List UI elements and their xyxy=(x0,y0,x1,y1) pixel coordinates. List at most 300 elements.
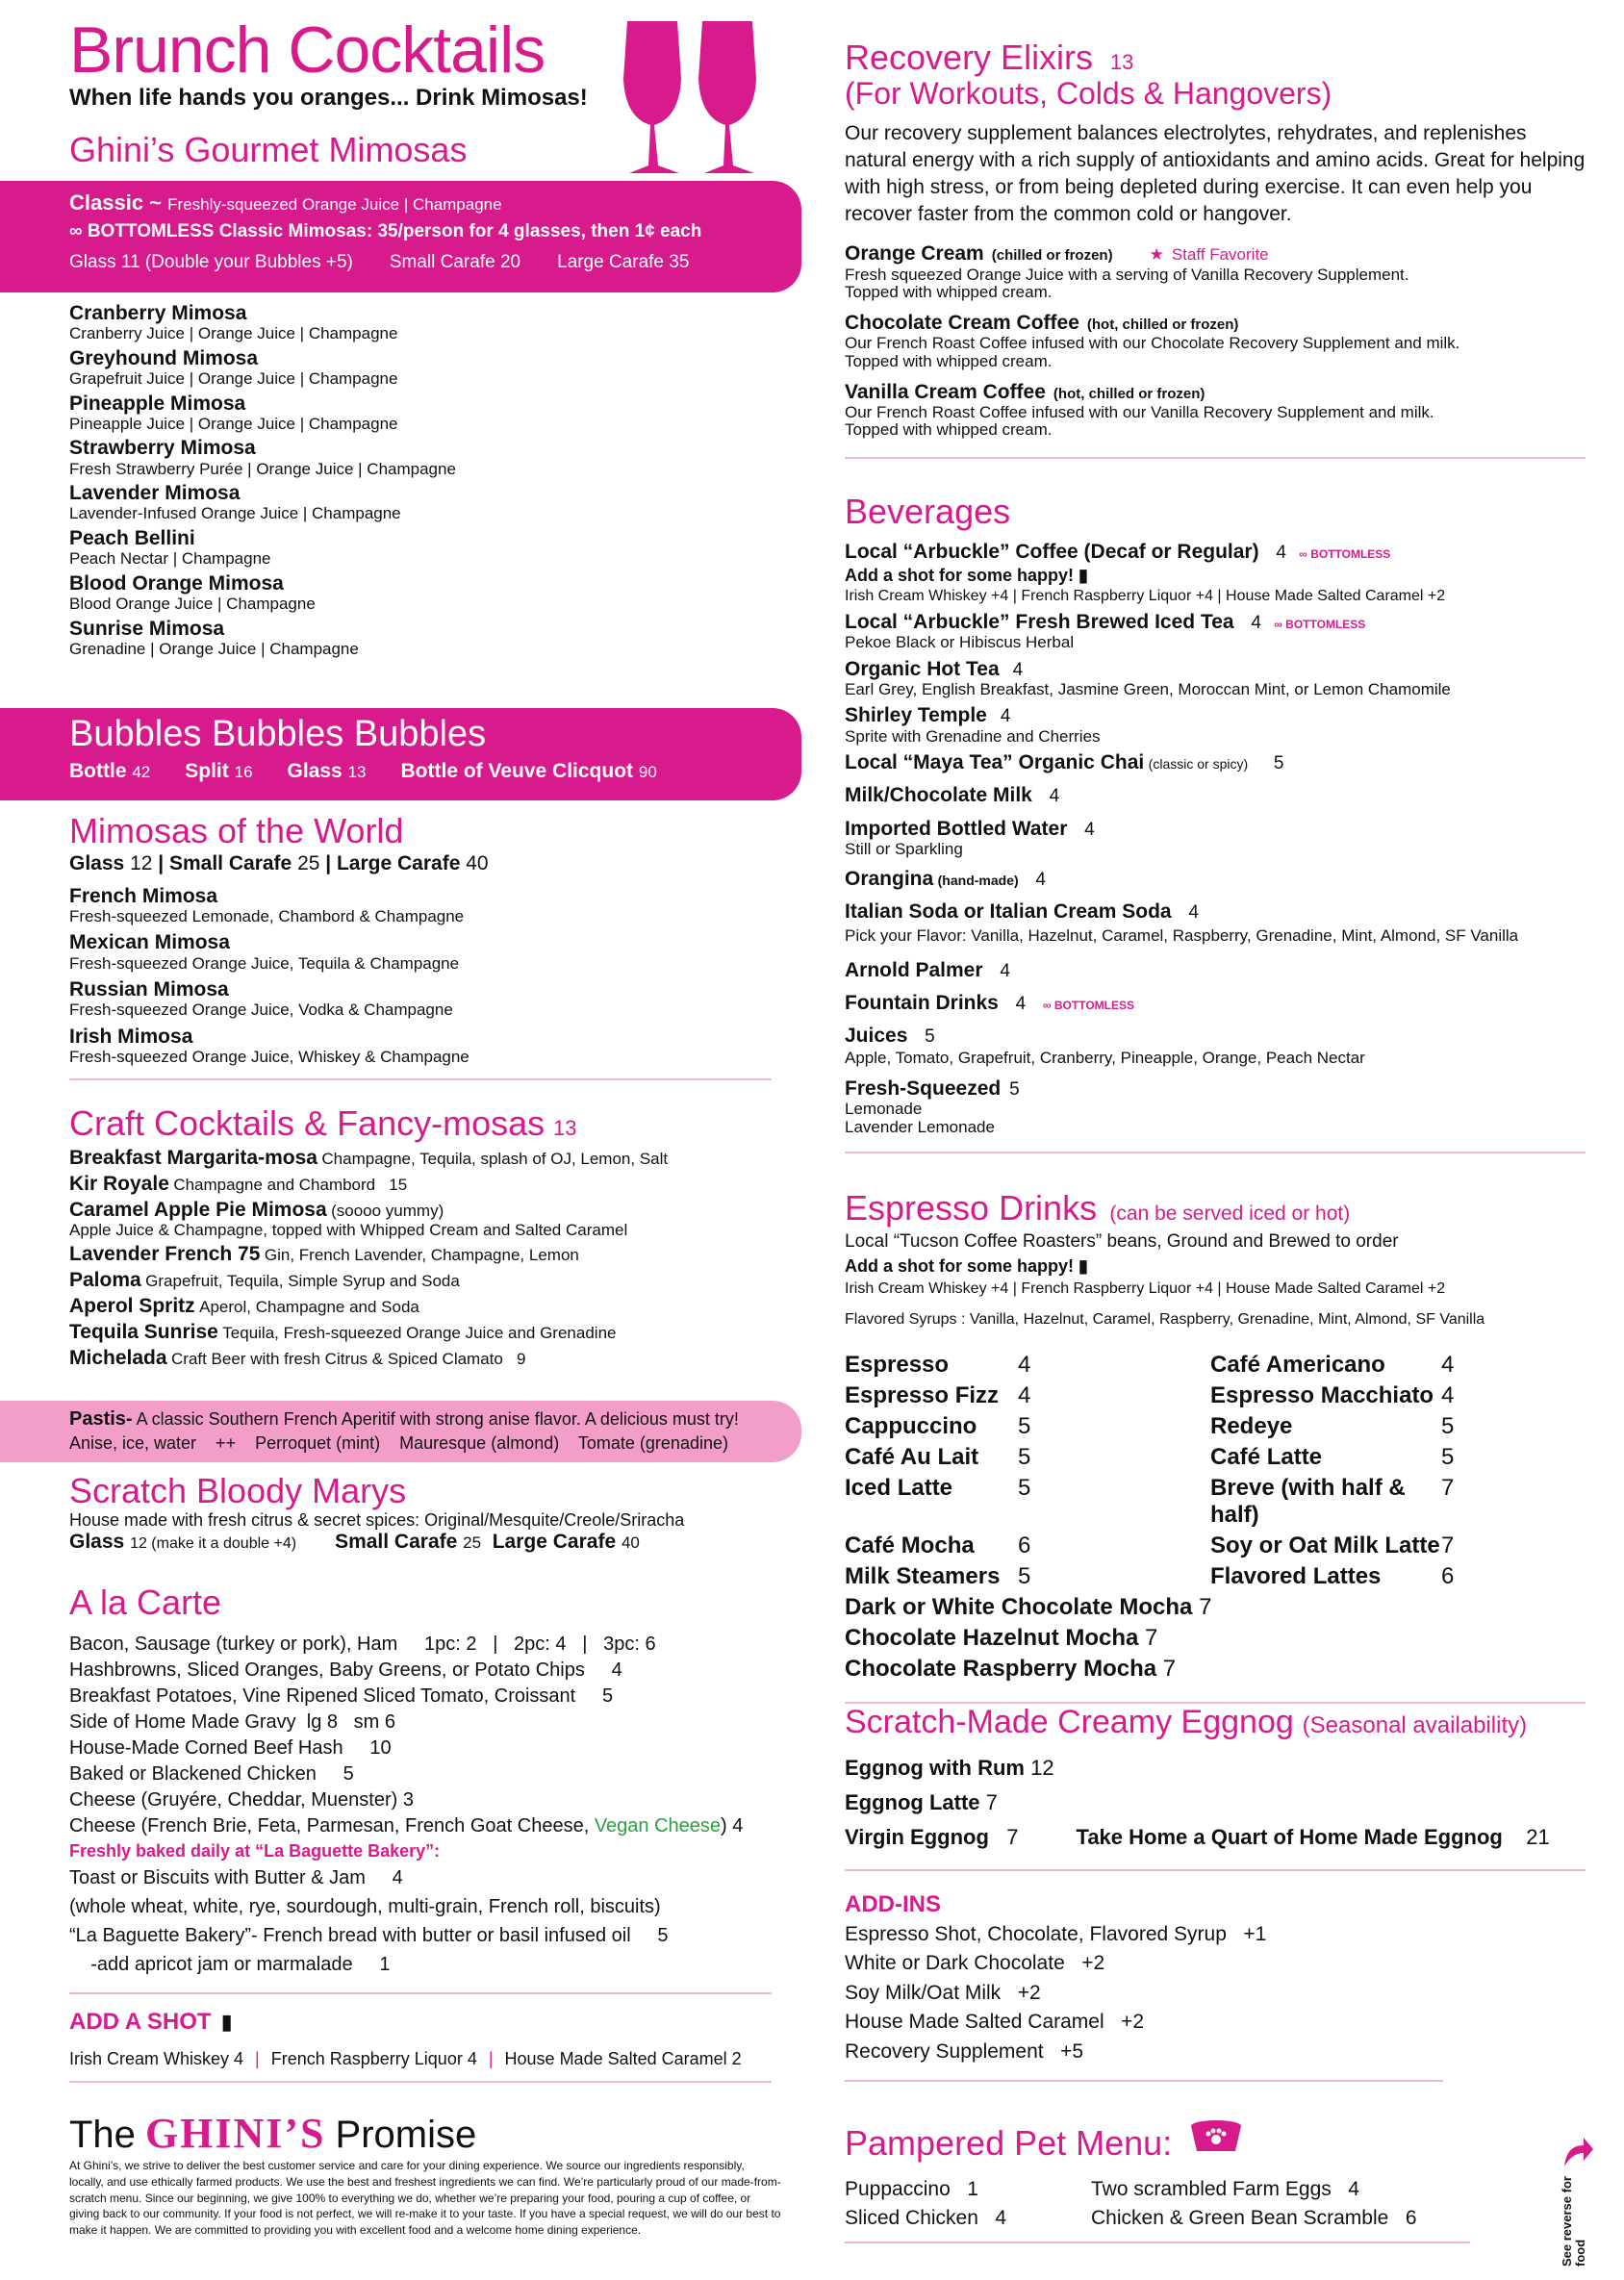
bubbles-veuve: Bottle of Veuve Clicquot xyxy=(400,760,634,782)
page-subtitle: When life hands you oranges... Drink Mimosas! xyxy=(69,85,588,111)
world-desc: Fresh-squeezed Orange Juice, Vodka & Champagne xyxy=(69,1001,453,1020)
elixir-row xyxy=(845,312,1586,335)
header xyxy=(69,13,588,112)
shot-glass-icon: ▮ xyxy=(1078,1255,1088,1276)
espresso-more-item xyxy=(845,1594,1586,1621)
mimosa-name: Pineapple Mimosa xyxy=(69,392,246,415)
mimosa-item xyxy=(69,618,762,659)
bloody-large: Large Carafe xyxy=(492,1530,617,1553)
water-name: Imported Bottled Water xyxy=(845,817,1068,840)
craft-desc: Grapefruit, Tequila, Simple Syrup and Soda xyxy=(145,1271,460,1290)
carte-item: -add apricot jam or marmalade 1 xyxy=(69,1953,391,1975)
espresso-price: 5 xyxy=(1441,1412,1455,1439)
cheese-line-text: Cheese (French Brie, Feta, Parmesan, French Goat Cheese, xyxy=(69,1814,595,1837)
carte-item: Breakfast Potatoes, Vine Ripened Sliced Tomato, Croissant 5 xyxy=(69,1685,614,1707)
water-price: 4 xyxy=(1084,819,1095,840)
pastis-options: Anise, ice, water ++ Perroquet (mint) Mauresque (almond) Tomate (grenadine) xyxy=(69,1433,728,1453)
espresso-more-name: Dark or White Chocolate Mocha xyxy=(845,1593,1193,1620)
divider xyxy=(845,1152,1586,1153)
mimosa-desc: Blood Orange Juice | Champagne xyxy=(69,595,316,614)
arnold-name: Arnold Palmer xyxy=(845,958,983,981)
coffee-shots: Irish Cream Whiskey +4 | French Raspberry Liquor +4 | House Made Salted Caramel +2 xyxy=(845,587,1446,604)
craft-name: Lavender French 75 xyxy=(69,1242,261,1265)
orangina-price: 4 xyxy=(1035,870,1046,891)
espresso-price: 4 xyxy=(1018,1381,1031,1408)
shot-happy: Add a shot for some happy! xyxy=(845,1255,1075,1276)
craft-list xyxy=(69,1147,772,1371)
craft-name: Tequila Sunrise xyxy=(69,1321,218,1344)
craft-name: Aperol Spritz xyxy=(69,1294,195,1317)
espresso-more xyxy=(845,1594,1586,1683)
arrow-icon xyxy=(1561,2136,1595,2170)
elixir-list xyxy=(845,242,1586,440)
bloody-large-price: 40 xyxy=(621,1533,640,1552)
espresso-section xyxy=(845,1189,1586,1704)
carte-section xyxy=(69,1583,772,1994)
craft-name: Kir Royale xyxy=(69,1172,169,1195)
elixir-desc: Our French Roast Coffee infused with our Chocolate Recovery Supplement and milk. xyxy=(845,334,1460,353)
espresso-more-price: 7 xyxy=(1199,1593,1212,1620)
espresso-price: 5 xyxy=(1018,1474,1031,1501)
eggnog-list xyxy=(845,1756,1586,1815)
mimosa-desc: Peach Nectar | Champagne xyxy=(69,549,271,569)
craft-item xyxy=(69,1147,772,1170)
espresso-more-item xyxy=(845,1625,1586,1652)
espresso-more-price: 7 xyxy=(1145,1624,1158,1651)
espresso-name: Breve (with half & half) xyxy=(1210,1474,1406,1528)
world-glass: Glass xyxy=(69,851,125,874)
eggnog-price: 7 xyxy=(985,1790,998,1815)
addins-list xyxy=(845,1920,1586,2066)
world-item xyxy=(69,978,772,1020)
carte-item: Toast or Biscuits with Butter & Jam 4 xyxy=(69,1866,403,1888)
bubbles-split-price: 16 xyxy=(234,763,253,781)
espresso-price: 7 xyxy=(1441,1532,1455,1558)
fountain-name: Fountain Drinks xyxy=(845,991,999,1014)
craft-desc: Gin, French Lavender, Champagne, Lemon xyxy=(264,1245,579,1264)
soda-name: Italian Soda or Italian Cream Soda xyxy=(845,900,1172,924)
carte-item: Hashbrowns, Sliced Oranges, Baby Greens, or Potato Chips 4 xyxy=(69,1659,622,1681)
divider xyxy=(69,2081,772,2083)
craft-row xyxy=(69,1321,772,1344)
espresso-name: Cappuccino xyxy=(845,1412,977,1439)
wine-glasses-icon xyxy=(608,12,772,183)
espresso-price: 5 xyxy=(1018,1412,1031,1439)
craft-item xyxy=(69,1199,772,1240)
bottomless-line: BOTTOMLESS Classic Mimosas: 35/person for 4 glasses, then 1¢ each xyxy=(87,221,702,241)
staff-favorite-badge: Staff Favorite xyxy=(1171,245,1269,265)
bev-name: Shirley Temple xyxy=(845,704,987,727)
world-title: Mimosas of the World xyxy=(69,811,404,850)
bubbles-band xyxy=(0,708,801,800)
eggnog-price: 12 xyxy=(1030,1756,1054,1781)
espresso-title: Espresso Drinks xyxy=(845,1188,1098,1228)
coffee-name: Local “Arbuckle” Coffee (Decaf or Regular) xyxy=(845,540,1259,563)
world-desc: Fresh-squeezed Orange Juice, Tequila & Champagne xyxy=(69,953,460,973)
espresso-name: Café Mocha xyxy=(845,1532,975,1558)
bloody-small-price: 25 xyxy=(463,1533,482,1552)
tea-desc: Pekoe Black or Hibiscus Herbal xyxy=(845,632,1075,651)
craft-price: 13 xyxy=(553,1116,577,1140)
bubbles-veuve-price: 90 xyxy=(638,763,657,781)
fresh-name: Fresh-Squeezed xyxy=(845,1077,1002,1100)
mimosa-desc: Grenadine | Orange Juice | Champagne xyxy=(69,639,359,658)
elixir-row xyxy=(845,381,1586,404)
world-name: French Mimosa xyxy=(69,884,218,907)
addin-item: Espresso Shot, Chocolate, Flavored Syrup +1 xyxy=(845,1923,1267,1945)
large-carafe-price: Large Carafe 35 xyxy=(557,252,690,272)
espresso-name: Soy or Oat Milk Latte xyxy=(1210,1532,1440,1558)
espresso-price: 6 xyxy=(1018,1532,1031,1558)
eggnog-item xyxy=(845,1790,1586,1815)
bubbles-title: Bubbles Bubbles Bubbles xyxy=(69,714,487,754)
elixir-note: (hot, chilled or frozen) xyxy=(1086,316,1239,333)
espresso-price: 7 xyxy=(1441,1474,1455,1501)
craft-desc: Champagne and Chambord 15 xyxy=(173,1175,408,1194)
cheese-line-price: ) 4 xyxy=(721,1814,744,1837)
carte-item: Side of Home Made Gravy lg 8 sm 6 xyxy=(69,1710,396,1733)
bev-list xyxy=(845,658,1586,747)
chai-name: Local “Maya Tea” Organic Chai xyxy=(845,751,1145,774)
soda-price: 4 xyxy=(1188,902,1199,924)
world-section: Mimosas of the World Glass 12 | Small Carafe 25 | Large Carafe 40 French Mimosa Fresh-squeezed Lemonade, Chambord & Champagne Mexican Mimosa Fresh-squeezed Orange Juice, Tequila & Champagne Russian Mimosa Fresh-squeezed Orange Juice, Vodka & Champagne Irish Mimosa Fresh-squeezed Orange Juice, Whiskey & Champagne xyxy=(69,812,772,1080)
world-name: Russian Mimosa xyxy=(69,978,229,1001)
tea-name: Local “Arbuckle” Fresh Brewed Iced Tea xyxy=(845,610,1234,633)
elixir-name: Orange Cream xyxy=(845,242,984,266)
mimosa-list xyxy=(69,302,762,663)
espresso-price: 6 xyxy=(1441,1562,1455,1589)
mimosa-item xyxy=(69,572,762,614)
milk-price: 4 xyxy=(1049,786,1060,807)
bev-row xyxy=(845,704,1586,727)
elixir-price: 13 xyxy=(1109,50,1134,74)
elixir-desc2: Topped with whipped cream. xyxy=(845,283,1053,302)
elixir-desc2: Topped with whipped cream. xyxy=(845,351,1053,370)
world-desc: Fresh-squeezed Lemonade, Chambord & Champagne xyxy=(69,906,465,925)
carte-item: “La Baguette Bakery”- French bread with butter or basil infused oil 5 xyxy=(69,1924,669,1946)
craft-section xyxy=(69,1104,772,1373)
espresso-name: Espresso xyxy=(845,1351,950,1378)
carte2-list xyxy=(69,1863,772,1979)
caramel-sub: Apple Juice & Champagne, topped with Whipped Cream and Salted Caramel xyxy=(69,1221,628,1240)
bloody-glass-price: 12 (make it a double +4) xyxy=(130,1534,297,1552)
chai-note: (classic or spicy) xyxy=(1148,756,1249,773)
bev-item xyxy=(845,704,1586,746)
mimosa-name: Sunrise Mimosa xyxy=(69,617,225,640)
mimosa-desc: Pineapple Juice | Orange Juice | Champagne xyxy=(69,414,398,433)
shot-item: House Made Salted Caramel 2 xyxy=(504,2049,742,2068)
addins-title: ADD-INS xyxy=(845,1891,941,1917)
craft-item xyxy=(69,1295,772,1318)
elixir-title: Recovery Elixirs xyxy=(845,38,1094,77)
divider xyxy=(69,1078,772,1080)
pet-list xyxy=(845,2178,1586,2230)
world-small-price: 25 xyxy=(297,851,320,874)
eggnog-name: Eggnog Latte xyxy=(845,1790,980,1815)
orangina-name: Orangina xyxy=(845,868,934,891)
craft-row xyxy=(69,1173,772,1196)
elixir-item xyxy=(845,381,1586,441)
mimosa-name: Strawberry Mimosa xyxy=(69,437,256,460)
craft-item xyxy=(69,1347,772,1370)
mimosa-desc: Lavender-Infused Orange Juice | Champagne xyxy=(69,504,401,523)
pet-section xyxy=(845,2113,1586,2243)
carte-list xyxy=(69,1632,772,1813)
craft-name: Caramel Apple Pie Mimosa xyxy=(69,1198,327,1221)
bottomless-badge: ∞ BOTTOMLESS xyxy=(1042,998,1134,1012)
mimosa-desc: Cranberry Juice | Orange Juice | Champagne xyxy=(69,324,398,343)
elixir-name: Vanilla Cream Coffee xyxy=(845,380,1046,403)
see-reverse-note[interactable] xyxy=(1561,2136,1599,2270)
bottomless-label: BOTTOMLESS xyxy=(1310,546,1391,561)
beverages-title: Beverages xyxy=(845,492,1011,531)
carte-item: Bacon, Sausage (turkey or pork), Ham 1pc: 2 | 2pc: 4 | 3pc: 6 xyxy=(69,1633,656,1655)
bev-price: 4 xyxy=(1012,659,1024,680)
world-item xyxy=(69,1026,772,1067)
mimosa-name: Cranberry Mimosa xyxy=(69,302,247,324)
classic-desc: Freshly-squeezed Orange Juice | Champagne xyxy=(167,195,502,214)
espresso-note: (can be served iced or hot) xyxy=(1109,1203,1351,1225)
mimosa-item xyxy=(69,482,762,523)
page-title: Brunch Cocktails xyxy=(69,13,546,87)
espresso-grid xyxy=(845,1352,1586,1590)
pastis-desc: A classic Southern French Aperitif with strong anise flavor. A delicious must try! xyxy=(136,1409,739,1429)
addin-item: House Made Salted Caramel +2 xyxy=(845,2011,1145,2034)
craft-name: Paloma xyxy=(69,1268,141,1291)
water-desc: Still or Sparkling xyxy=(845,839,963,858)
beverages-section xyxy=(845,493,1586,1153)
mimosa-name: Greyhound Mimosa xyxy=(69,346,259,369)
arnold-price: 4 xyxy=(1000,960,1010,981)
bloody-desc: House made with fresh citrus & secret spices: Original/Mesquite/Creole/Sriracha xyxy=(69,1509,685,1530)
gourmet-mimosas-title: Ghini’s Gourmet Mimosas xyxy=(69,130,468,169)
craft-desc: Aperol, Champagne and Soda xyxy=(199,1297,419,1316)
espresso-price: 5 xyxy=(1441,1443,1455,1470)
espresso-price: 5 xyxy=(1018,1443,1031,1470)
pet-item-name: Puppaccino xyxy=(845,2177,951,2200)
shot-item: Irish Cream Whiskey 4 xyxy=(69,2049,244,2068)
elixir-desc: Our recovery supplement balances electrolytes, rehydrates, and replenishes natural energy with a rich supply of antioxidants and amino acids. Great for helping with high stress, or from being depleted during exercise. It can even help you recover faster from the common cold or hangover. xyxy=(845,121,1586,225)
carte-item: Cheese (Gruyére, Cheddar, Muenster) 3 xyxy=(69,1788,414,1811)
espresso-syrups: Flavored Syrups : Vanilla, Hazelnut, Caramel, Raspberry, Grenadine, Mint, Almond, SF Vanilla xyxy=(845,1310,1485,1328)
juices-desc: Apple, Tomato, Grapefruit, Cranberry, Pineapple, Orange, Peach Nectar xyxy=(845,1049,1365,1068)
elixir-note: (chilled or frozen) xyxy=(991,247,1113,265)
shot-glass-icon: ▮ xyxy=(1078,565,1088,585)
pet-item-name: Sliced Chicken xyxy=(845,2206,978,2229)
craft-row xyxy=(69,1347,772,1370)
mimosa-name: Lavender Mimosa xyxy=(69,482,241,505)
craft-desc: Champagne, Tequila, splash of OJ, Lemon, Salt xyxy=(321,1149,669,1168)
bev-price: 4 xyxy=(1000,706,1011,727)
shot-list: Irish Cream Whiskey 4 | French Raspberry Liquor 4 | House Made Salted Caramel 2 xyxy=(69,2049,742,2068)
mimosa-item xyxy=(69,393,762,434)
bloody-glass: Glass xyxy=(69,1530,125,1553)
small-carafe-price: Small Carafe 20 xyxy=(389,252,521,272)
addins-section xyxy=(845,1891,1586,2082)
bloody-title: Scratch Bloody Marys xyxy=(69,1471,407,1510)
promise-brand: GHINI’S xyxy=(144,2110,326,2157)
carte-item: Baked or Blackened Chicken 5 xyxy=(69,1762,354,1785)
espresso-price: 4 xyxy=(1018,1351,1031,1378)
craft-item xyxy=(69,1321,772,1344)
elixir-item xyxy=(845,312,1586,371)
bev-item xyxy=(845,658,1586,699)
promise-word: Promise xyxy=(335,2114,477,2156)
bev-name: Organic Hot Tea xyxy=(845,657,1000,680)
bottomless-label: BOTTOMLESS xyxy=(1285,617,1366,631)
mimosa-item xyxy=(69,527,762,569)
infinity-icon: ∞ xyxy=(69,221,83,241)
craft-title: Craft Cocktails & Fancy-mosas xyxy=(69,1103,546,1143)
quart-name: Take Home a Quart of Home Made Eggnog xyxy=(1076,1825,1503,1850)
world-item xyxy=(69,931,772,973)
craft-row xyxy=(69,1243,772,1266)
world-glass-price: 12 xyxy=(130,851,153,874)
world-desc: Fresh-squeezed Orange Juice, Whiskey & Champagne xyxy=(69,1048,469,1067)
juices-name: Juices xyxy=(845,1024,908,1047)
elixir-note: (hot, chilled or frozen) xyxy=(1053,385,1205,402)
bottomless-label: BOTTOMLESS xyxy=(1053,998,1134,1012)
promise-section xyxy=(69,2109,781,2239)
quart-price: 21 xyxy=(1526,1825,1550,1850)
divider xyxy=(845,1869,1586,1871)
promise-the: The xyxy=(69,2114,136,2156)
elixir-desc: Our French Roast Coffee infused with our Vanilla Recovery Supplement and milk. xyxy=(845,402,1434,421)
craft-name: Michelada xyxy=(69,1347,167,1370)
espresso-shots: Irish Cream Whiskey +4 | French Raspberry Liquor +4 | House Made Salted Caramel +2 xyxy=(845,1279,1446,1297)
add-shot-title: ADD A SHOT xyxy=(69,2009,212,2035)
virgin-price: 7 xyxy=(1006,1825,1019,1850)
elixir-row xyxy=(845,242,1586,266)
see-reverse-text: See reverse for food xyxy=(1560,2176,1588,2267)
bloody-section xyxy=(69,1472,772,1554)
mimosa-item xyxy=(69,302,762,343)
espresso-price: 4 xyxy=(1441,1381,1455,1408)
classic-mimosa-band xyxy=(0,181,801,292)
elixir-section xyxy=(845,38,1586,459)
cheese-line xyxy=(69,1813,772,1839)
shot-glass-icon: ▮ xyxy=(220,2010,233,2034)
fresh-lemonade: Lemonade xyxy=(845,1099,923,1118)
espresso-price: 5 xyxy=(1018,1562,1031,1589)
pet-item-price: 6 xyxy=(1405,2206,1417,2229)
pet-item-price: 4 xyxy=(995,2206,1007,2229)
espresso-name: Café Americano xyxy=(1210,1351,1385,1378)
fountain-price: 4 xyxy=(1015,993,1027,1014)
shot-item: French Raspberry Liquor 4 xyxy=(270,2049,477,2068)
eggnog-name: Eggnog with Rum xyxy=(845,1756,1025,1781)
fresh-price: 5 xyxy=(1009,1078,1020,1100)
world-list xyxy=(69,885,772,1067)
classic-label: Classic ~ xyxy=(69,190,163,215)
craft-row xyxy=(69,1269,772,1292)
mimosa-name: Blood Orange Mimosa xyxy=(69,571,284,595)
espresso-name: Iced Latte xyxy=(845,1474,953,1501)
milk-name: Milk/Chocolate Milk xyxy=(845,784,1032,807)
craft-row xyxy=(69,1199,772,1222)
eggnog-section xyxy=(845,1705,1586,1871)
divider xyxy=(69,1992,772,1994)
pet-item-name: Chicken & Green Bean Scramble xyxy=(1091,2206,1389,2229)
bev-row xyxy=(845,658,1586,681)
craft-desc: (soooo yummy) xyxy=(331,1201,444,1220)
world-item xyxy=(69,885,772,926)
eggnog-item xyxy=(845,1756,1586,1781)
espresso-name: Café Latte xyxy=(1210,1443,1323,1470)
mimosa-item xyxy=(69,347,762,389)
mimosa-name: Peach Bellini xyxy=(69,527,195,550)
espresso-local: Local “Tucson Coffee Roasters” beans, Ground and Brewed to order xyxy=(845,1230,1399,1252)
craft-row xyxy=(69,1147,772,1170)
coffee-price: 4 xyxy=(1276,542,1286,563)
espresso-price: 4 xyxy=(1441,1351,1455,1378)
world-large: Large Carafe xyxy=(336,851,461,874)
pet-item-price: 1 xyxy=(967,2177,978,2200)
addin-item: Recovery Supplement +5 xyxy=(845,2039,1084,2063)
craft-name: Breakfast Margarita-mosa xyxy=(69,1146,317,1169)
pastis-band xyxy=(0,1401,801,1462)
divider xyxy=(845,2080,1443,2082)
craft-desc: Tequila, Fresh-squeezed Orange Juice and Grenadine xyxy=(222,1324,617,1343)
virgin-name: Virgin Eggnog xyxy=(845,1825,989,1850)
bubbles-bottle-price: 42 xyxy=(132,763,151,781)
bloody-small: Small Carafe xyxy=(335,1530,458,1553)
pastis-name: Pastis- xyxy=(69,1408,133,1430)
espresso-name: Flavored Lattes xyxy=(1210,1562,1382,1589)
pet-item-price: 4 xyxy=(1348,2177,1359,2200)
elixir-subtitle: (For Workouts, Colds & Hangovers) xyxy=(845,75,1332,111)
bubbles-bottle: Bottle xyxy=(69,760,127,782)
espresso-name: Café Au Lait xyxy=(845,1443,979,1470)
craft-item xyxy=(69,1269,772,1292)
staff-favorite-icon: ★ xyxy=(1149,245,1164,265)
world-name: Irish Mimosa xyxy=(69,1026,193,1049)
pet-item-name: Two scrambled Farm Eggs xyxy=(1091,2177,1332,2200)
espresso-more-name: Chocolate Raspberry Mocha xyxy=(845,1655,1157,1682)
addin-item: White or Dark Chocolate +2 xyxy=(845,1952,1105,1975)
world-name: Mexican Mimosa xyxy=(69,931,230,954)
espresso-name: Milk Steamers xyxy=(845,1562,1001,1589)
eggnog-note: (Seasonal availability) xyxy=(1302,1712,1528,1738)
bubbles-glass: Glass xyxy=(287,760,343,782)
craft-item xyxy=(69,1243,772,1266)
bev-desc: Earl Grey, English Breakfast, Jasmine Green, Moroccan Mint, or Lemon Chamomile xyxy=(845,679,1451,698)
elixir-desc: Fresh squeezed Orange Juice with a serving of Vanilla Recovery Supplement. xyxy=(845,265,1409,284)
divider xyxy=(845,2242,1470,2243)
tea-price: 4 xyxy=(1251,612,1261,633)
espresso-name: Redeye xyxy=(1210,1412,1293,1439)
bakery-note: Freshly baked daily at “La Baguette Bakery”: xyxy=(69,1840,441,1861)
glass-price: Glass 11 (Double your Bubbles +5) xyxy=(69,252,353,272)
craft-desc: Craft Beer with fresh Citrus & Spiced Clamato 9 xyxy=(171,1350,526,1369)
espresso-name: Espresso Macchiato xyxy=(1210,1381,1434,1408)
espresso-more-item xyxy=(845,1656,1586,1683)
mimosa-desc: Fresh Strawberry Purée | Orange Juice | Champagne xyxy=(69,459,456,478)
juices-price: 5 xyxy=(925,1026,935,1047)
craft-row xyxy=(69,1295,772,1318)
add-shot-section xyxy=(69,2009,772,2083)
addin-item: Soy Milk/Oat Milk +2 xyxy=(845,1981,1041,2004)
vegan-cheese: Vegan Cheese xyxy=(594,1814,722,1837)
world-large-price: 40 xyxy=(466,851,489,874)
espresso-more-name: Chocolate Hazelnut Mocha xyxy=(845,1624,1139,1651)
eggnog-title: Scratch-Made Creamy Eggnog xyxy=(845,1704,1294,1740)
divider xyxy=(845,457,1586,459)
espresso-more-price: 7 xyxy=(1162,1655,1177,1682)
bubbles-split: Split xyxy=(185,760,229,782)
mimosa-item xyxy=(69,437,762,478)
elixir-name: Chocolate Cream Coffee xyxy=(845,311,1079,334)
